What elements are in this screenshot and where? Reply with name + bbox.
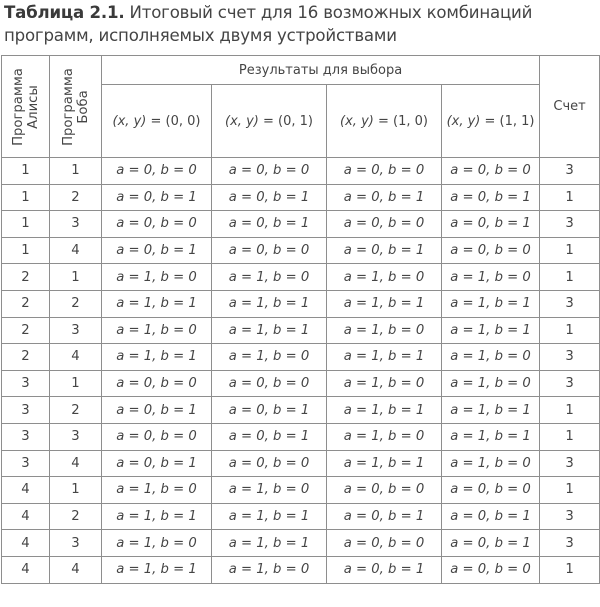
caption-label: Таблица 2.1. [4,3,125,22]
cell-bob-program: 2 [50,290,102,317]
cell-result-00: a = 1, b = 1 [102,344,212,371]
cell-alice-program: 3 [2,423,50,450]
caption-text: Итоговый счет для 16 возможных комбинаций программ, исполняемых двумя устройствами [4,3,533,45]
cell-result-10: a = 1, b = 0 [327,317,442,344]
table-row [2,264,600,291]
cell-score: 3 [540,290,600,317]
cell-result-10: a = 1, b = 1 [327,290,442,317]
table-row [2,290,600,317]
cell-result-11: a = 0, b = 1 [442,530,540,557]
header-choice-00: (x, y) = (0, 0) [102,85,212,158]
header-bob-program: Программа Боба [50,56,102,158]
table-row [2,211,600,238]
cell-result-00: a = 1, b = 1 [102,503,212,530]
cell-bob-program: 1 [50,477,102,504]
cell-result-11: a = 1, b = 0 [442,264,540,291]
cell-result-10: a = 0, b = 1 [327,184,442,211]
cell-result-00: a = 1, b = 0 [102,477,212,504]
cell-result-10: a = 1, b = 1 [327,450,442,477]
cell-result-01: a = 0, b = 1 [212,397,327,424]
cell-score: 3 [540,211,600,238]
cell-result-00: a = 1, b = 0 [102,530,212,557]
cell-result-10: a = 0, b = 0 [327,530,442,557]
header-choice-01: (x, y) = (0, 1) [212,85,327,158]
cell-result-00: a = 0, b = 0 [102,158,212,185]
cell-bob-program: 2 [50,503,102,530]
cell-alice-program: 3 [2,450,50,477]
header-score: Счет [540,56,600,158]
cell-result-10: a = 1, b = 1 [327,397,442,424]
cell-alice-program: 1 [2,184,50,211]
cell-alice-program: 1 [2,158,50,185]
cell-bob-program: 3 [50,423,102,450]
table-body [2,158,600,584]
table-caption [4,1,596,47]
cell-score: 1 [540,477,600,504]
cell-result-11: a = 1, b = 0 [442,344,540,371]
cell-result-10: a = 1, b = 0 [327,370,442,397]
cell-score: 1 [540,184,600,211]
cell-result-00: a = 0, b = 0 [102,370,212,397]
cell-result-01: a = 0, b = 1 [212,211,327,238]
cell-result-10: a = 1, b = 0 [327,264,442,291]
cell-result-11: a = 0, b = 1 [442,503,540,530]
header-choice-11: (x, y) = (1, 1) [442,85,540,158]
table-row [2,397,600,424]
cell-result-10: a = 0, b = 1 [327,556,442,583]
cell-result-00: a = 0, b = 0 [102,423,212,450]
cell-result-11: a = 1, b = 1 [442,290,540,317]
cell-score: 3 [540,158,600,185]
cell-result-11: a = 0, b = 1 [442,211,540,238]
cell-result-01: a = 1, b = 0 [212,344,327,371]
cell-alice-program: 3 [2,370,50,397]
cell-score: 3 [540,530,600,557]
cell-alice-program: 1 [2,211,50,238]
table-row [2,237,600,264]
cell-alice-program: 1 [2,237,50,264]
cell-result-01: a = 1, b = 1 [212,317,327,344]
cell-score: 1 [540,423,600,450]
cell-bob-program: 2 [50,397,102,424]
table-row [2,477,600,504]
cell-bob-program: 4 [50,237,102,264]
table-row [2,184,600,211]
cell-score: 1 [540,556,600,583]
cell-alice-program: 4 [2,477,50,504]
table-row [2,344,600,371]
cell-result-10: a = 0, b = 0 [327,211,442,238]
cell-alice-program: 4 [2,530,50,557]
cell-result-11: a = 0, b = 1 [442,184,540,211]
table-row [2,423,600,450]
cell-bob-program: 1 [50,264,102,291]
header-results-group: Результаты для выбора [102,56,540,85]
cell-alice-program: 2 [2,264,50,291]
table-row [2,370,600,397]
cell-result-01: a = 0, b = 0 [212,237,327,264]
cell-result-00: a = 0, b = 1 [102,397,212,424]
cell-alice-program: 4 [2,503,50,530]
cell-score: 1 [540,397,600,424]
cell-result-01: a = 0, b = 0 [212,450,327,477]
cell-alice-program: 4 [2,556,50,583]
cell-result-01: a = 1, b = 1 [212,290,327,317]
table-row [2,317,600,344]
cell-result-11: a = 1, b = 1 [442,317,540,344]
cell-score: 3 [540,344,600,371]
cell-bob-program: 3 [50,317,102,344]
cell-result-01: a = 1, b = 0 [212,264,327,291]
cell-result-01: a = 1, b = 1 [212,503,327,530]
cell-alice-program: 2 [2,290,50,317]
cell-result-01: a = 0, b = 1 [212,423,327,450]
cell-result-00: a = 1, b = 1 [102,290,212,317]
cell-bob-program: 4 [50,344,102,371]
cell-result-00: a = 0, b = 0 [102,211,212,238]
cell-result-00: a = 0, b = 1 [102,450,212,477]
cell-bob-program: 2 [50,184,102,211]
cell-result-11: a = 0, b = 0 [442,237,540,264]
cell-alice-program: 3 [2,397,50,424]
cell-result-11: a = 1, b = 0 [442,370,540,397]
table-row [2,450,600,477]
cell-result-00: a = 1, b = 0 [102,317,212,344]
cell-bob-program: 3 [50,530,102,557]
cell-result-01: a = 0, b = 1 [212,184,327,211]
cell-result-00: a = 1, b = 0 [102,264,212,291]
cell-result-01: a = 1, b = 0 [212,477,327,504]
cell-score: 1 [540,264,600,291]
table-row [2,158,600,185]
cell-result-10: a = 0, b = 1 [327,503,442,530]
table-row [2,556,600,583]
score-table [1,55,600,584]
cell-result-10: a = 0, b = 0 [327,158,442,185]
cell-score: 1 [540,317,600,344]
cell-result-00: a = 1, b = 1 [102,556,212,583]
table-row [2,503,600,530]
cell-result-10: a = 1, b = 0 [327,423,442,450]
cell-bob-program: 1 [50,370,102,397]
header-choice-10: (x, y) = (1, 0) [327,85,442,158]
cell-result-00: a = 0, b = 1 [102,237,212,264]
cell-result-11: a = 0, b = 0 [442,477,540,504]
cell-alice-program: 2 [2,344,50,371]
cell-result-01: a = 1, b = 1 [212,530,327,557]
cell-bob-program: 1 [50,158,102,185]
cell-result-01: a = 0, b = 0 [212,370,327,397]
cell-result-10: a = 0, b = 0 [327,477,442,504]
cell-score: 3 [540,503,600,530]
cell-result-00: a = 0, b = 1 [102,184,212,211]
cell-alice-program: 2 [2,317,50,344]
cell-score: 3 [540,370,600,397]
cell-score: 3 [540,450,600,477]
cell-result-10: a = 1, b = 1 [327,344,442,371]
cell-result-11: a = 0, b = 0 [442,556,540,583]
header-alice-program: Программа Алисы [2,56,50,158]
cell-score: 1 [540,237,600,264]
cell-bob-program: 3 [50,211,102,238]
cell-result-11: a = 1, b = 1 [442,397,540,424]
cell-bob-program: 4 [50,556,102,583]
table-row [2,530,600,557]
cell-result-01: a = 0, b = 0 [212,158,327,185]
cell-result-11: a = 1, b = 0 [442,450,540,477]
cell-bob-program: 4 [50,450,102,477]
cell-result-10: a = 0, b = 1 [327,237,442,264]
cell-result-11: a = 1, b = 1 [442,423,540,450]
cell-result-01: a = 1, b = 0 [212,556,327,583]
cell-result-11: a = 0, b = 0 [442,158,540,185]
